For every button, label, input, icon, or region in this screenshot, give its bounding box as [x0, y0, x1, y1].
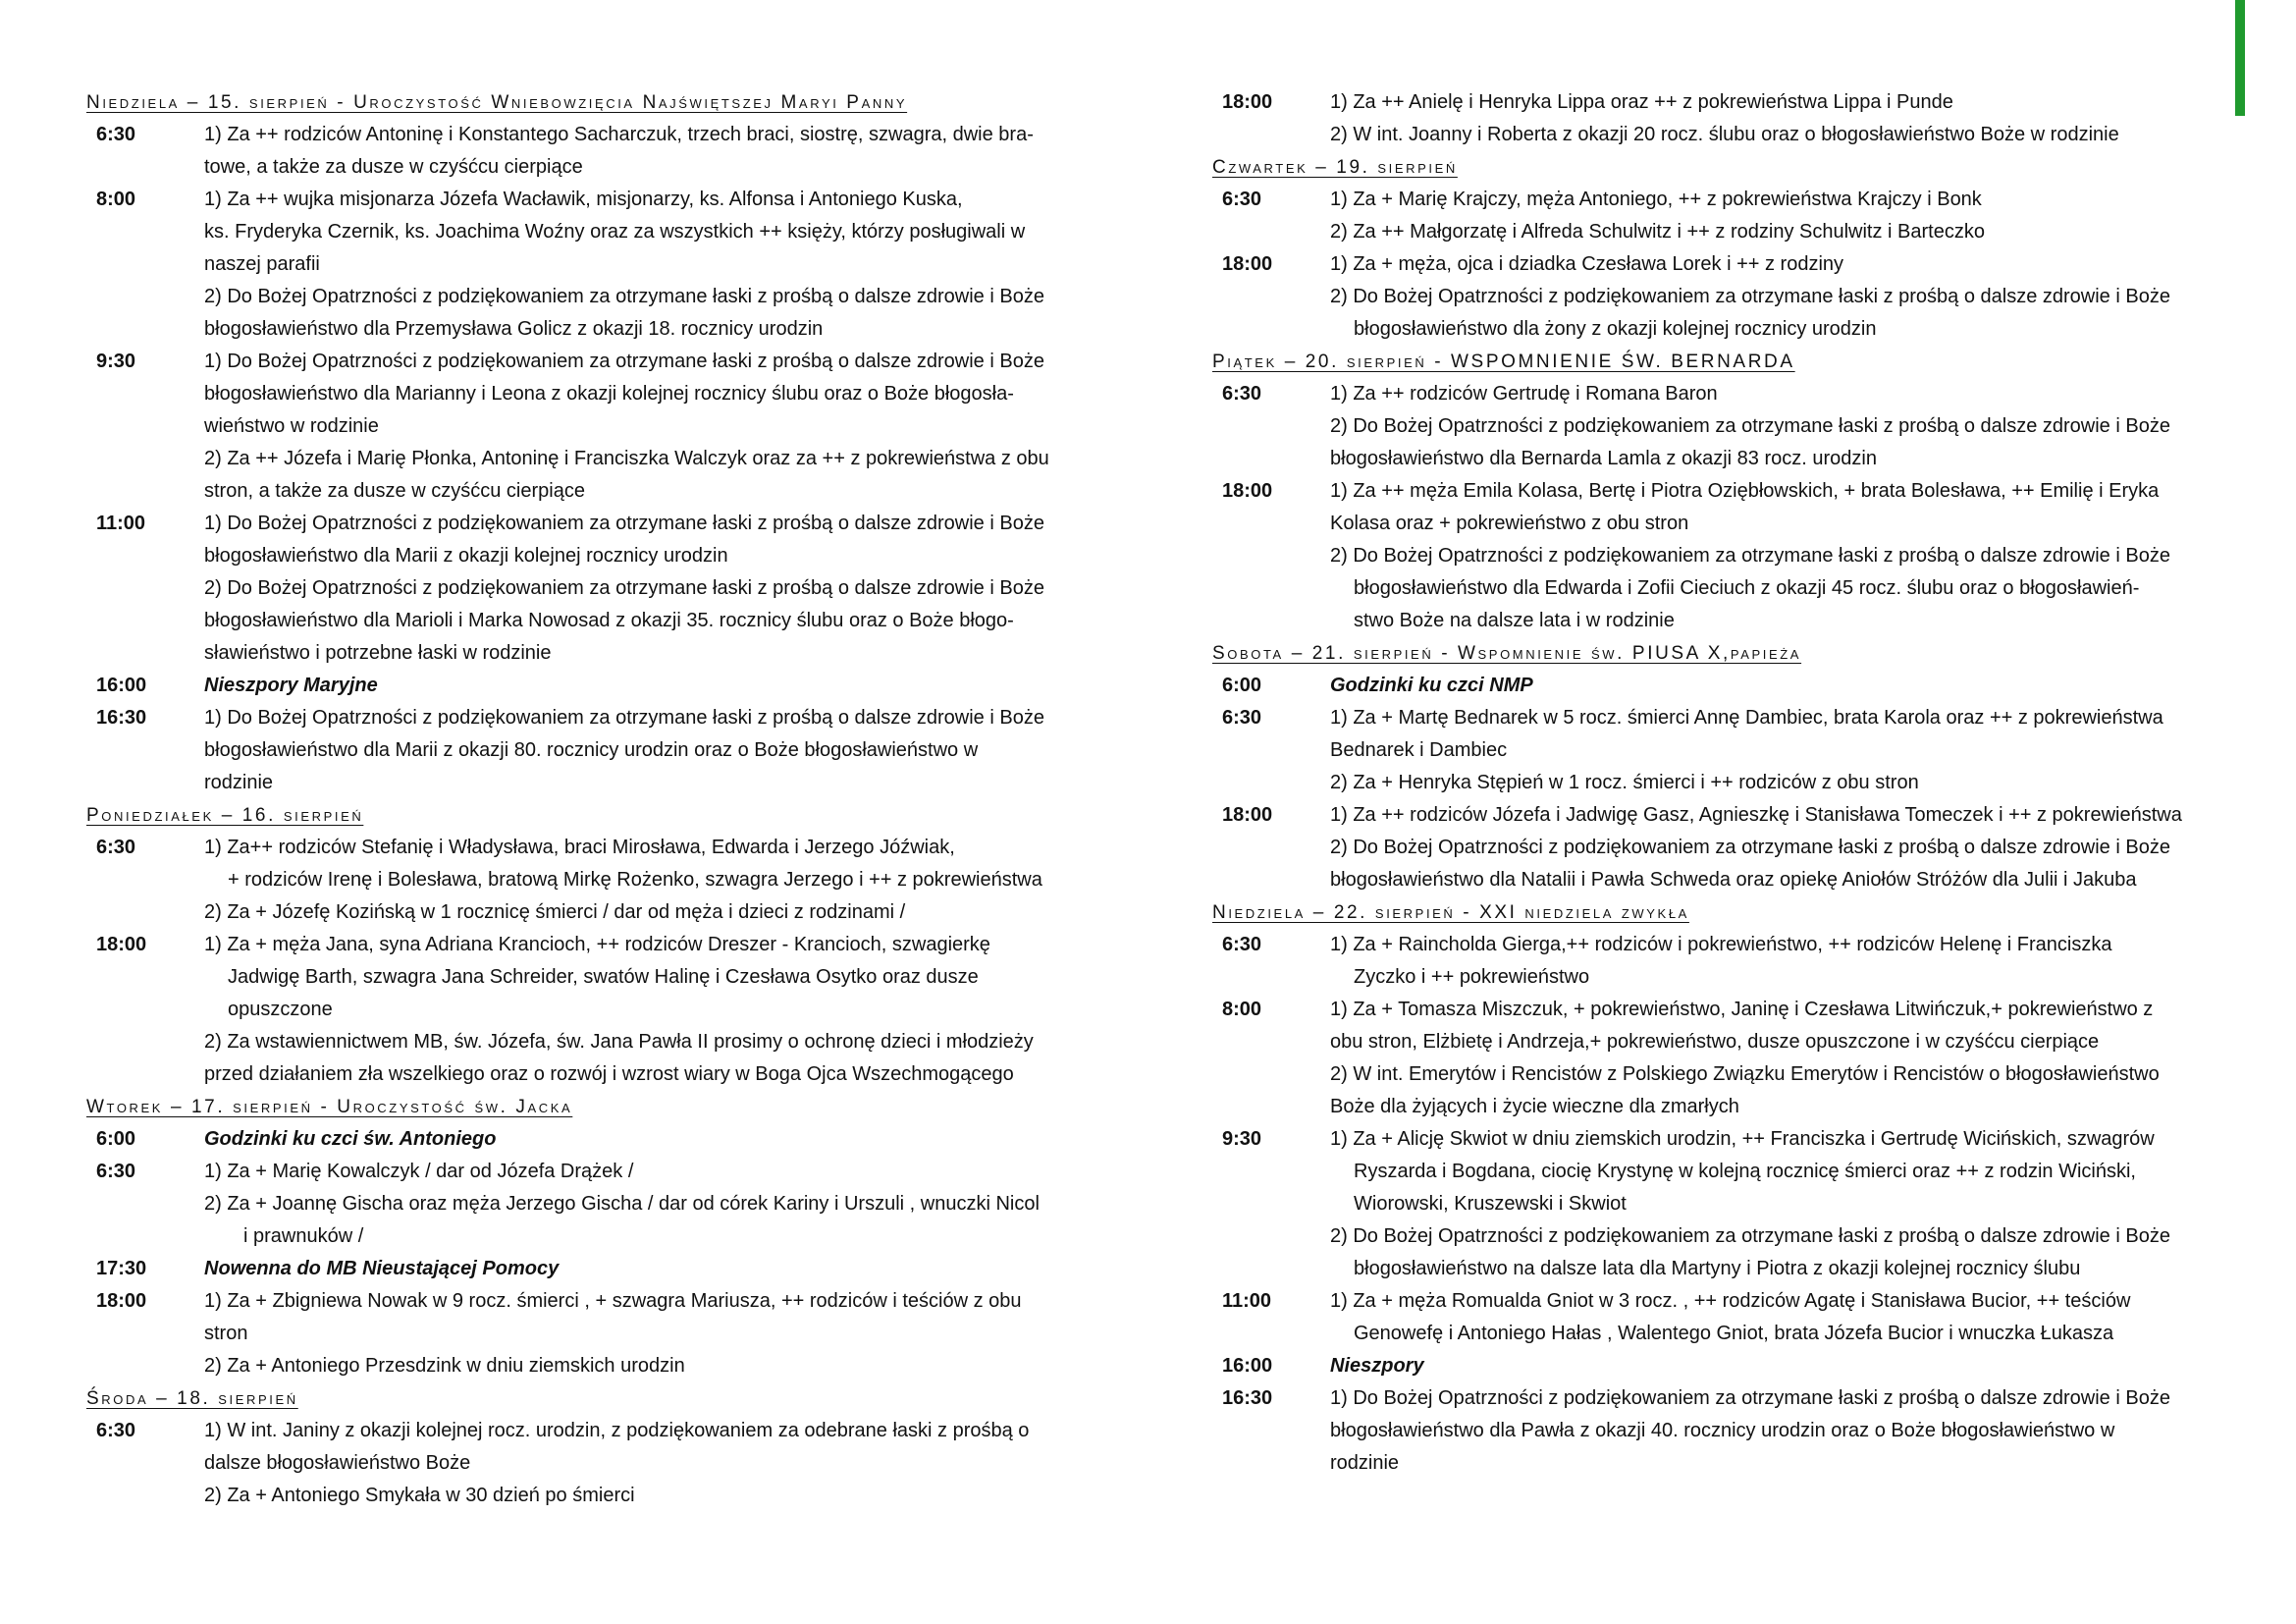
day-header: Poniedziałek – 16. sierpień [86, 805, 364, 826]
intention-line: przed działaniem zła wszelkiego oraz o rozwój i wzrost wiary w Boga Ojca Wszechmogącego [204, 1063, 1014, 1085]
intention-line: błogosławieństwo dla Marii z okazji 80. rocznicy urodzin oraz o Boże błogosławieństwo w [204, 739, 979, 761]
intention-line: 2) Do Bożej Opatrzności z podziękowaniem za otrzymane łaski z prośbą o dalsze zdrowie i Boże [1330, 545, 2170, 567]
intention-line: błogosławieństwo dla Marioli i Marka Nowosad z okazji 35. rocznicy ślubu oraz o Boże błogo- [204, 610, 1014, 631]
intention-line: Kolasa oraz + pokrewieństwo z obu stron [1330, 513, 1689, 534]
intention-line: 1) Do Bożej Opatrzności z podziękowaniem za otrzymane łaski z prośbą o dalsze zdrowie i Boże [204, 351, 1044, 372]
intention-line: stron, a także za dusze w czyśćcu cierpiące [204, 480, 585, 502]
intention-line: Zyczko i ++ pokrewieństwo [1354, 966, 1590, 988]
mass-entry [1212, 994, 2233, 1123]
intention-line: rodzinie [1330, 1452, 1400, 1474]
mass-intentions [204, 670, 1127, 702]
mass-intentions [1330, 248, 2233, 346]
intention-line: 1) Za + Raincholda Gierga,++ rodziców i pokrewieństwo, ++ rodziców Helenę i Franciszka [1330, 934, 2112, 955]
intention-line: 1) Za + męża Romualda Gniot w 3 rocz. , ++ rodziców Agatę i Stanisława Bucior, ++ teściów [1330, 1290, 2131, 1312]
intention-line: 2) Za + Antoniego Przesdzink w dniu ziemskich urodzin [204, 1355, 685, 1377]
intention-line: błogosławieństwo dla żony z okazji kolejnej rocznicy urodzin [1354, 318, 1877, 340]
mass-intentions [204, 929, 1127, 1091]
mass-time: 6:30 [96, 1161, 136, 1182]
intention-line: błogosławieństwo dla Marianny i Leona z okazji kolejnej rocznicy ślubu oraz o Boże błogosła- [204, 383, 1014, 405]
mass-time: 6:30 [1222, 383, 1262, 405]
intention-line: 2) Za + Joannę Gischa oraz męża Jerzego Gischa / dar od córek Kariny i Urszuli , wnuczki Nicol [204, 1193, 1040, 1215]
mass-time: 9:30 [1222, 1128, 1262, 1150]
green-accent-bar [2235, 0, 2245, 116]
mass-time: 11:00 [96, 513, 146, 534]
intention-line: 2) Do Bożej Opatrzności z podziękowaniem za otrzymane łaski z prośbą o dalsze zdrowie i Boże [1330, 1225, 2170, 1247]
intention-line: + rodziców Irenę i Bolesława, bratową Mirkę Rożenko, szwagra Jerzego i ++ z pokrewieństwa [228, 869, 1042, 891]
mass-entry [86, 1123, 1127, 1156]
mass-time: 17:30 [96, 1258, 147, 1279]
intention-line: błogosławieństwo dla Przemysława Golicz z okazji 18. rocznicy urodzin [204, 318, 824, 340]
service-name: Nieszpory Maryjne [204, 675, 378, 696]
day-section [1212, 86, 2233, 151]
mass-intentions [204, 1415, 1127, 1512]
mass-time: 6:30 [1222, 934, 1262, 955]
mass-intentions [204, 119, 1127, 184]
intention-line: dalsze błogosławieństwo Boże [204, 1452, 471, 1474]
left-column [86, 86, 1127, 1512]
mass-entry [1212, 1285, 2233, 1350]
mass-entry [1212, 184, 2233, 248]
intention-line: Wiorowski, Kruszewski i Skwiot [1354, 1193, 1627, 1215]
intention-line: 1) Do Bożej Opatrzności z podziękowaniem za otrzymane łaski z prośbą o dalsze zdrowie i Boże [204, 513, 1044, 534]
mass-entry [1212, 1123, 2233, 1285]
mass-intentions [204, 508, 1127, 670]
mass-entry [1212, 702, 2233, 799]
intention-line: 1) Za ++ wujka misjonarza Józefa Wacławik, misjonarzy, ks. Alfonsa i Antoniego Kuska, [204, 189, 963, 210]
service-name: Godzinki ku czci św. Antoniego [204, 1128, 497, 1150]
intention-line: 1) Za ++ rodziców Józefa i Jadwigę Gasz, Agnieszkę i Stanisława Tomeczek i ++ z pokrewieństwa [1330, 804, 2182, 826]
intention-line: 2) W int. Joanny i Roberta z okazji 20 rocz. ślubu oraz o błogosławieństwo Boże w rodzinie [1330, 124, 2119, 145]
mass-time: 6:30 [1222, 707, 1262, 729]
intention-line: 1) Za++ rodziców Stefanię i Władysława, braci Mirosława, Edwarda i Jerzego Jóźwiak, [204, 837, 955, 858]
mass-entry [86, 1253, 1127, 1285]
mass-time: 18:00 [1222, 480, 1273, 502]
intention-line: 1) Za ++ rodziców Gertrudę i Romana Baron [1330, 383, 1718, 405]
intention-line: opuszczone [228, 999, 333, 1020]
mass-entry [1212, 475, 2233, 637]
intention-line: 1) Za ++ rodziców Antoninę i Konstantego Sacharczuk, trzech braci, siostrę, szwagra, dwie bra- [204, 124, 1034, 145]
mass-entry [86, 1156, 1127, 1253]
mass-entry [86, 346, 1127, 508]
mass-time: 6:30 [96, 1420, 136, 1441]
intention-line: błogosławieństwo dla Marii z okazji kolejnej rocznicy urodzin [204, 545, 728, 567]
intention-line: błogosławieństwo dla Edwarda i Zofii Cieciuch z okazji 45 rocz. ślubu oraz o błogosławień- [1354, 577, 2140, 599]
mass-entry [1212, 86, 2233, 151]
service-name: Nieszpory [1330, 1355, 1424, 1377]
mass-intentions [204, 1156, 1127, 1253]
day-section [1212, 346, 2233, 637]
mass-intentions [204, 184, 1127, 346]
mass-time: 18:00 [96, 1290, 147, 1312]
intention-line: obu stron, Elżbietę i Andrzeja,+ pokrewieństwo, dusze opuszczone i w czyśćcu cierpiące [1330, 1031, 2100, 1053]
mass-intentions [204, 702, 1127, 799]
intention-line: wieństwo w rodzinie [204, 415, 379, 437]
mass-intentions [1330, 670, 2233, 702]
intention-line: błogosławieństwo na dalsze lata dla Martyny i Piotra z okazji kolejnej rocznicy ślubu [1354, 1258, 2081, 1279]
mass-time: 18:00 [1222, 91, 1273, 113]
mass-time: 6:30 [96, 837, 136, 858]
mass-entry [1212, 248, 2233, 346]
day-section [86, 1382, 1127, 1512]
mass-time: 8:00 [96, 189, 136, 210]
intention-line: ks. Fryderyka Czernik, ks. Joachima Woźny oraz za wszystkich ++ księży, którzy posługiwali w [204, 221, 1026, 243]
day-header: Sobota – 21. sierpień - Wspomnienie św. PIUSA X,papieża [1212, 643, 1802, 664]
mass-time: 18:00 [1222, 804, 1273, 826]
day-header: Piątek – 20. sierpień - WSPOMNIENIE ŚW. BERNARDA [1212, 352, 1795, 372]
mass-entry [86, 929, 1127, 1091]
mass-intentions [1330, 1382, 2233, 1480]
mass-intentions [1330, 86, 2233, 151]
day-section [86, 799, 1127, 1091]
intention-line: 1) Do Bożej Opatrzności z podziękowaniem za otrzymane łaski z prośbą o dalsze zdrowie i Boże [1330, 1387, 2170, 1409]
intention-line: 1) Do Bożej Opatrzności z podziękowaniem za otrzymane łaski z prośbą o dalsze zdrowie i Boże [204, 707, 1044, 729]
mass-intentions [204, 346, 1127, 508]
intention-line: 1) Za + Zbigniewa Nowak w 9 rocz. śmierci , + szwagra Mariusza, ++ rodziców i teściów z obu [204, 1290, 1022, 1312]
service-name: Godzinki ku czci NMP [1330, 675, 1533, 696]
intention-line: rodzinie [204, 772, 274, 793]
mass-time: 6:30 [96, 124, 136, 145]
intention-line: 2) W int. Emerytów i Rencistów z Polskiego Związku Emerytów i Rencistów o błogosławieństwo [1330, 1063, 2160, 1085]
intention-line: 2) Za + Antoniego Smykała w 30 dzień po śmierci [204, 1485, 635, 1506]
mass-intentions [204, 1285, 1127, 1382]
day-header: Środa – 18. sierpień [86, 1388, 298, 1409]
mass-entry [1212, 670, 2233, 702]
mass-intentions [204, 1123, 1127, 1156]
mass-intentions [1330, 994, 2233, 1123]
intention-line: 2) Do Bożej Opatrzności z podziękowaniem za otrzymane łaski z prośbą o dalsze zdrowie i Boże [204, 286, 1044, 307]
mass-intentions [1330, 1123, 2233, 1285]
mass-intentions [1330, 929, 2233, 994]
day-header: Czwartek – 19. sierpień [1212, 157, 1458, 178]
intention-line: Boże dla żyjących i życie wieczne dla zmarłych [1330, 1096, 1739, 1117]
intention-line: Ryszarda i Bogdana, ciocię Krystynę w kolejną rocznicę śmierci oraz ++ z rodzin Wiciński, [1354, 1161, 2136, 1182]
day-section [1212, 896, 2233, 1480]
intention-line: Jadwigę Barth, szwagra Jana Schreider, swatów Halinę i Czesława Osytko oraz dusze [228, 966, 979, 988]
mass-entry [1212, 1382, 2233, 1480]
mass-intentions [1330, 378, 2233, 475]
intention-line: błogosławieństwo dla Natalii i Pawła Schweda oraz opiekę Aniołów Stróżów dla Julii i Jakuba [1330, 869, 2137, 891]
intention-line: błogosławieństwo dla Pawła z okazji 40. rocznicy urodzin oraz o Boże błogosławieństwo w [1330, 1420, 2115, 1441]
intention-line: naszej parafii [204, 253, 320, 275]
intention-line: 2) Do Bożej Opatrzności z podziękowaniem za otrzymane łaski z prośbą o dalsze zdrowie i Boże [204, 577, 1044, 599]
intention-line: 1) Za + męża Jana, syna Adriana Krancioch, ++ rodziców Dreszer - Krancioch, szwagierkę [204, 934, 990, 955]
day-header: Niedziela – 15. sierpień - Uroczystość Wniebowzięcia Najświętszej Maryi Panny [86, 92, 908, 113]
day-section [86, 86, 1127, 799]
mass-time: 6:00 [96, 1128, 136, 1150]
mass-intentions [1330, 799, 2233, 896]
mass-entry [86, 1415, 1127, 1512]
mass-time: 8:00 [1222, 999, 1262, 1020]
mass-intentions [1330, 1285, 2233, 1350]
mass-entry [1212, 1350, 2233, 1382]
service-name: Nowenna do MB Nieustającej Pomocy [204, 1258, 560, 1279]
intention-line: 1) Za + Tomasza Miszczuk, + pokrewieństwo, Janinę i Czesława Litwińczuk,+ pokrewieństwo z [1330, 999, 2154, 1020]
intention-line: 2) Za + Henryka Stępień w 1 rocz. śmierci i ++ rodziców z obu stron [1330, 772, 1919, 793]
mass-entry [86, 832, 1127, 929]
intention-line: Bednarek i Dambiec [1330, 739, 1508, 761]
mass-time: 16:00 [96, 675, 147, 696]
intention-line: 1) Za + Marię Krajczy, męża Antoniego, ++ z pokrewieństwa Krajczy i Bonk [1330, 189, 1982, 210]
intention-line: błogosławieństwo dla Bernarda Lamla z okazji 83 rocz. urodzin [1330, 448, 1877, 469]
intention-line: 1) Za + Marię Kowalczyk / dar od Józefa Drążek / [204, 1161, 634, 1182]
mass-time: 18:00 [96, 934, 147, 955]
intention-line: 1) W int. Janiny z okazji kolejnej rocz. urodzin, z podziękowaniem za odebrane łaski z prośbą o [204, 1420, 1030, 1441]
intention-line: Genowefę i Antoniego Hałas , Walentego Gniot, brata Józefa Bucior i wnuczka Łukasza [1354, 1323, 2114, 1344]
intention-line: 2) Do Bożej Opatrzności z podziękowaniem za otrzymane łaski z prośbą o dalsze zdrowie i Boże [1330, 286, 2170, 307]
mass-time: 11:00 [1222, 1290, 1272, 1312]
mass-entry [86, 1285, 1127, 1382]
day-header: Niedziela – 22. sierpień - XXI niedziela zwykła [1212, 902, 1689, 923]
intention-line: 2) Za ++ Józefa i Marię Płonka, Antoninę i Franciszka Walczyk oraz za ++ z pokrewieństwa z obu [204, 448, 1049, 469]
mass-entry [86, 702, 1127, 799]
intention-line: 2) Za wstawiennictwem MB, św. Józefa, św. Jana Pawła II prosimy o ochronę dzieci i młodzieży [204, 1031, 1034, 1053]
mass-entry [1212, 929, 2233, 994]
day-header: Wtorek – 17. sierpień - Uroczystość św. Jacka [86, 1097, 573, 1117]
intention-line: 2) Za + Józefę Kozińską w 1 rocznicę śmierci / dar od męża i dzieci z rodzinami / [204, 901, 906, 923]
mass-time: 16:00 [1222, 1355, 1273, 1377]
intention-line: stron [204, 1323, 248, 1344]
intention-line: 1) Za + Martę Bednarek w 5 rocz. śmierci Annę Dambiec, brata Karola oraz ++ z pokrewieństwa [1330, 707, 2163, 729]
mass-intentions [1330, 702, 2233, 799]
mass-entry [86, 184, 1127, 346]
mass-intentions [1330, 475, 2233, 637]
mass-time: 6:00 [1222, 675, 1262, 696]
mass-entry [86, 508, 1127, 670]
intention-line: 1) Za + męża, ojca i dziadka Czesława Lorek i ++ z rodziny [1330, 253, 1844, 275]
mass-entry [86, 119, 1127, 184]
intention-line: i prawnuków / [243, 1225, 364, 1247]
mass-intentions [204, 832, 1127, 929]
intention-line: towe, a także za dusze w czyśćcu cierpiące [204, 156, 583, 178]
mass-entry [1212, 799, 2233, 896]
mass-entry [86, 670, 1127, 702]
mass-entry [1212, 378, 2233, 475]
intention-line: 1) Za ++ Anielę i Henryka Lippa oraz ++ z pokrewieństwa Lippa i Punde [1330, 91, 1953, 113]
mass-time: 16:30 [1222, 1387, 1273, 1409]
day-section [86, 1091, 1127, 1382]
mass-time: 6:30 [1222, 189, 1262, 210]
intention-line: sławieństwo i potrzebne łaski w rodzinie [204, 642, 552, 664]
intention-line: 2) Do Bożej Opatrzności z podziękowaniem za otrzymane łaski z prośbą o dalsze zdrowie i Boże [1330, 837, 2170, 858]
day-section [1212, 637, 2233, 896]
intention-line: 2) Do Bożej Opatrzności z podziękowaniem za otrzymane łaski z prośbą o dalsze zdrowie i Boże [1330, 415, 2170, 437]
day-section [1212, 151, 2233, 346]
intention-line: 2) Za ++ Małgorzatę i Alfreda Schulwitz i ++ z rodziny Schulwitz i Barteczko [1330, 221, 1985, 243]
mass-time: 9:30 [96, 351, 136, 372]
mass-intentions [204, 1253, 1127, 1285]
mass-time: 16:30 [96, 707, 147, 729]
intention-line: stwo Boże na dalsze lata i w rodzinie [1354, 610, 1675, 631]
intention-line: 1) Za ++ męża Emila Kolasa, Bertę i Piotra Oziębłowskich, + brata Bolesława, ++ Emilię i Eryka [1330, 480, 2160, 502]
mass-intentions [1330, 184, 2233, 248]
intention-line: 1) Za + Alicję Skwiot w dniu ziemskich urodzin, ++ Franciszka i Gertrudę Wicińskich, szwagrów [1330, 1128, 2155, 1150]
mass-intentions [1330, 1350, 2233, 1382]
mass-time: 18:00 [1222, 253, 1273, 275]
right-column [1212, 86, 2233, 1480]
